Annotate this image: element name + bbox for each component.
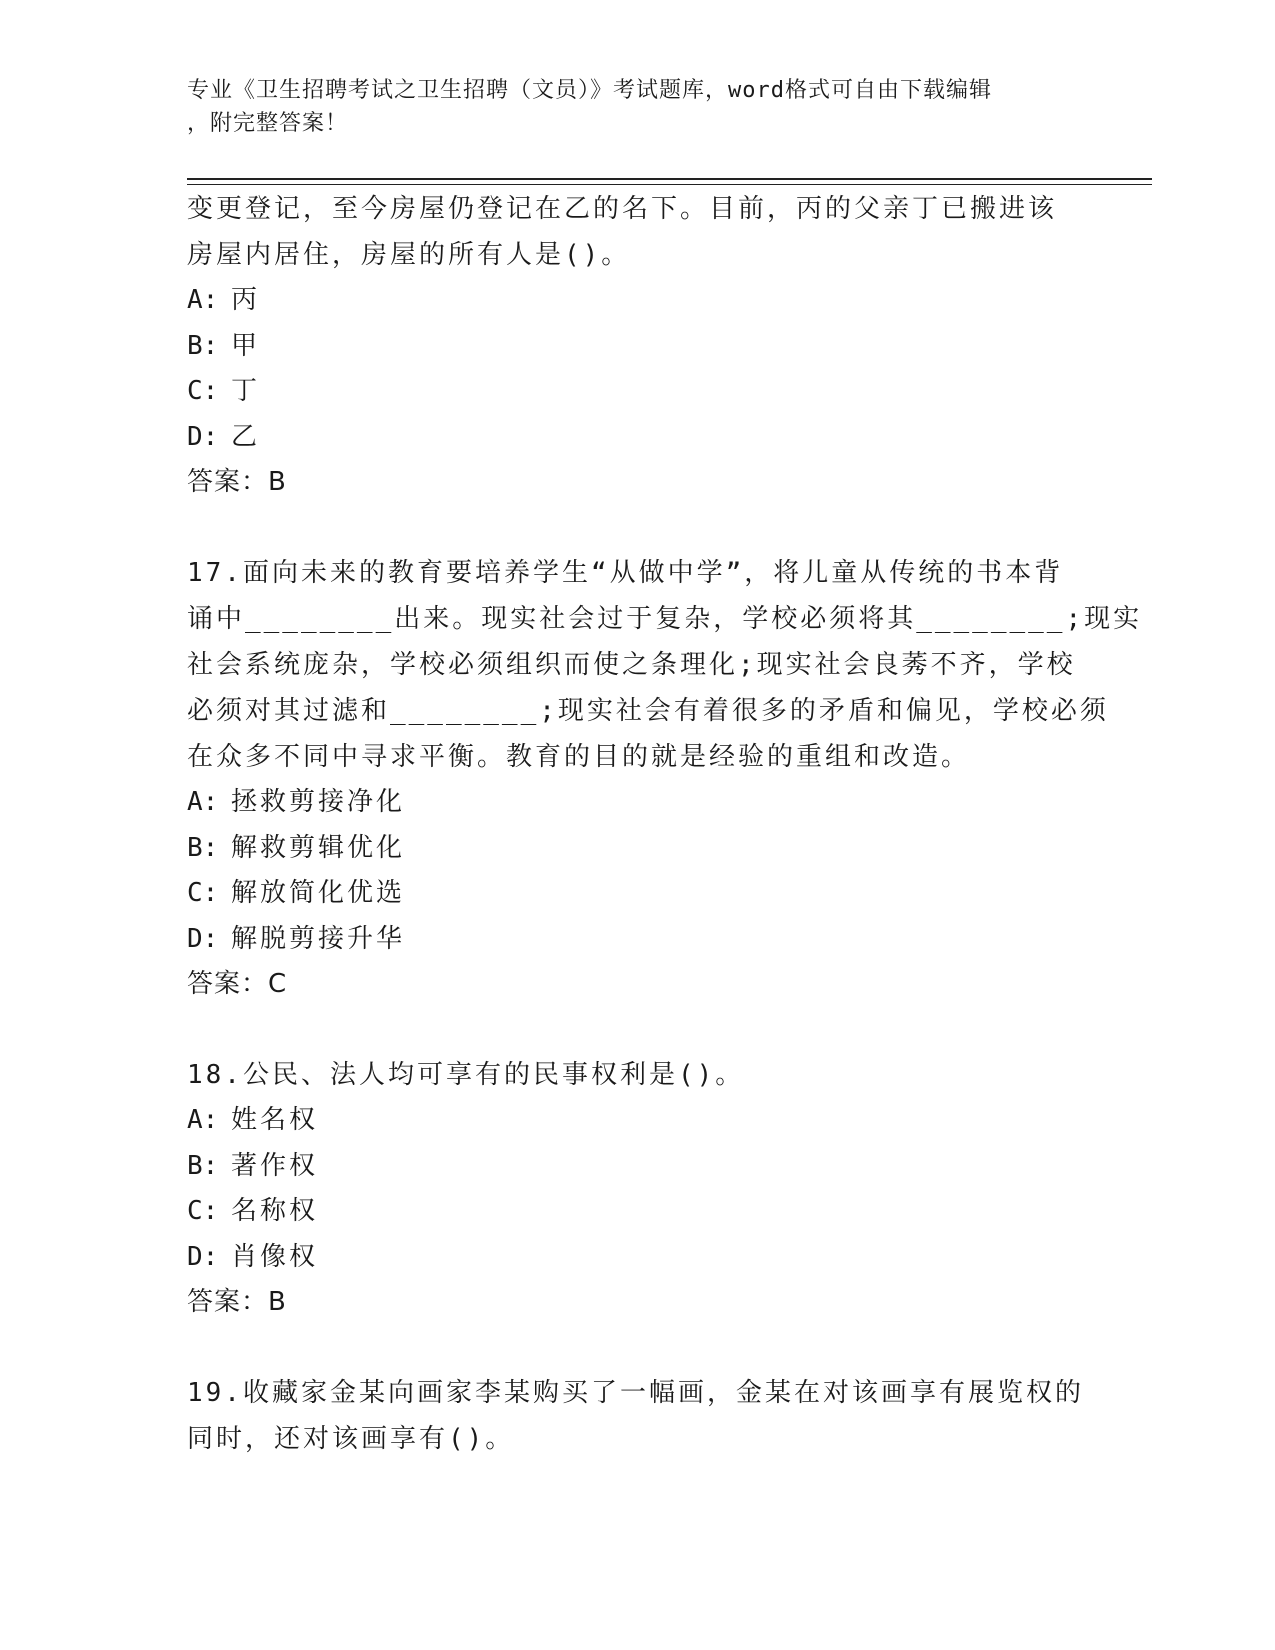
question-16 <box>187 186 1087 505</box>
question-text-line: 18.公民、法人均可享有的民事权利是()。 <box>187 1060 745 1090</box>
question-text-line: 必须对其过滤和________;现实社会有着很多的矛盾和偏见，学校必须 <box>187 696 1109 726</box>
option-b <box>187 826 1087 872</box>
option-c <box>187 369 1087 415</box>
option-key: D: <box>187 1241 219 1272</box>
option-a <box>187 1098 1087 1144</box>
option-key: A: <box>187 285 219 315</box>
option-text: 肖像权 <box>231 1241 319 1272</box>
option-text: 解脱剪接升华 <box>231 923 406 954</box>
question-text-line: 在众多不同中寻求平衡。教育的目的就是经验的重组和改造。 <box>187 742 971 772</box>
question-text-line: 房屋内居住，房屋的所有人是()。 <box>187 240 631 270</box>
header-rule-thick <box>187 178 1152 180</box>
question-text-line: 同时，还对该画享有()。 <box>187 1424 515 1454</box>
option-key: D: <box>187 923 219 954</box>
option-a <box>187 780 1087 826</box>
question-text-line: 19.收藏家金某向画家李某购买了一幅画，金某在对该画享有展览权的 <box>187 1378 1084 1408</box>
option-d <box>187 1235 1087 1281</box>
question-text-line: 社会系统庞杂，学校必须组织而使之条理化;现实社会良莠不齐，学校 <box>187 650 1076 680</box>
option-text: 名称权 <box>231 1196 319 1226</box>
option-text: 丙 <box>231 285 261 315</box>
question-19 <box>187 1370 1087 1462</box>
spacer <box>187 1325 1087 1370</box>
question-text-line: 变更登记，至今房屋仍登记在乙的名下。目前，丙的父亲丁已搬进该 <box>187 194 1058 224</box>
option-key: B: <box>187 832 219 863</box>
header-line-2: ，附完整答案！ <box>187 111 349 136</box>
option-text: 著作权 <box>231 1150 319 1181</box>
option-text: 姓名权 <box>231 1105 319 1135</box>
option-d <box>187 415 1087 461</box>
option-text: 乙 <box>231 421 261 452</box>
option-key: C: <box>187 1196 219 1226</box>
option-d <box>187 917 1087 963</box>
question-18 <box>187 1052 1087 1325</box>
option-key: C: <box>187 878 219 908</box>
option-key: C: <box>187 376 219 406</box>
option-key: D: <box>187 421 219 452</box>
question-17 <box>187 550 1143 1007</box>
option-text: 甲 <box>231 330 261 361</box>
answer-line: 答案：B <box>187 467 287 497</box>
header-rule-thin <box>187 184 1152 185</box>
option-c <box>187 1189 1087 1235</box>
document-header <box>187 74 1067 140</box>
answer-line: 答案：C <box>187 969 288 999</box>
question-text-line: 诵中________出来。现实社会过于复杂，学校必须将其________;现实 <box>187 604 1143 634</box>
option-a <box>187 278 1087 324</box>
option-key: B: <box>187 330 219 361</box>
option-c <box>187 871 1087 917</box>
option-text: 丁 <box>231 376 261 406</box>
option-key: A: <box>187 787 219 817</box>
option-b <box>187 324 1087 370</box>
option-text: 拯救剪接净化 <box>231 787 406 817</box>
option-text: 解救剪辑优化 <box>231 832 406 863</box>
question-list <box>187 186 1143 1462</box>
option-key: A: <box>187 1105 219 1135</box>
question-text-line: 17.面向未来的教育要培养学生“从做中学”，将儿童从传统的书本背 <box>187 558 1064 588</box>
spacer <box>187 1007 1087 1052</box>
answer-line: 答案：B <box>187 1287 287 1317</box>
option-b <box>187 1144 1087 1190</box>
option-text: 解放简化优选 <box>231 878 406 908</box>
header-line-1: 专业《卫生招聘考试之卫生招聘（文员）》考试题库，word格式可自由下载编辑 <box>187 78 992 103</box>
spacer <box>187 505 1087 550</box>
option-key: B: <box>187 1150 219 1181</box>
